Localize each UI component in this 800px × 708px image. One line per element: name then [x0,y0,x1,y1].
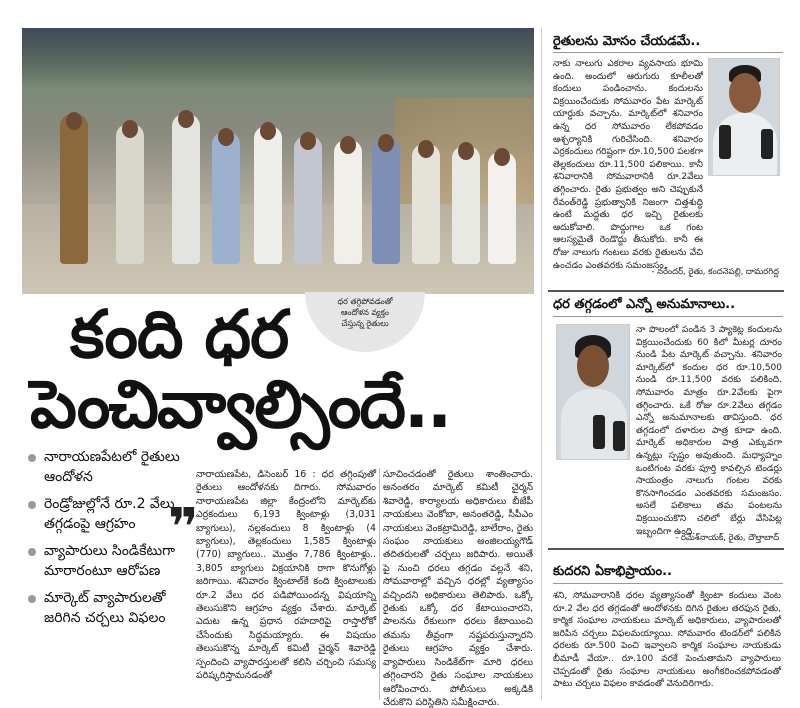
headline-line-1: కంది ధర [70,296,289,373]
microphone-icon [761,129,773,159]
farmer-head [66,112,82,130]
highlight-text: వ్యాపారులు సిండికేటుగా మారారంటూ ఆరోపణ [44,543,176,579]
farmer-head [300,132,316,150]
box2-portrait [556,324,630,460]
bullet-icon [28,595,36,603]
farmer-figure [212,132,240,264]
box1-title-underline [553,52,783,53]
section-divider [548,548,784,550]
headline-line-2: పెంచివ్వాల్సిందే.. [30,366,451,443]
right-column-divider [541,28,542,700]
farmer-figure [294,136,322,264]
highlight-text: మార్కెట్ వ్యాపారులతో జరిగిన చర్చలు విఫలం [44,590,166,626]
highlight-text: రెండ్రోజుల్లోనే రూ.2 వేలు తగ్గడంపై ఆగ్రహం [44,496,175,532]
bullet-icon [28,454,36,462]
highlight-text: నారాయణపేటలో రైతులు ఆందోళన [44,449,180,485]
farmer-figure [254,126,282,264]
article-column-2: సూచించడంతో రైతులు శాంతించారు. అనంతరం మార్కెట్ కమిటీ చైర్మన్ శివారెడ్డి, కార్యాలయ అధికారులు బీజేపీ నాయకులు వెంకోబా, అనంతరెడ్డి, సీపీఎం నాయకులు వెంకట్రామిరెడ్డి, బాలేరాం, రైతు సంఘం నాయకులు అంజిలయ్యగౌడ్ తదితరులతో చర్చలు జరిపారు. అయితే పై నుంచి ధరలు తగ్గడం వల్లనే శని, సోమవారాల్లో వచ్చిన ధరల్లో వ్యత్యాసం వచ్చిందని అధికారులు తెలిపారు. ఒక్కో రైతుకు ఒక్కో ధర కేటాయించారని, పాలనను రేకులుగా ధరలు కేటాయించి తమను తీవ్రంగా నష్టపరుస్తున్నారని రైతులు ఆగ్రహం వ్యక్తం చేశారు. వ్యాపారులు సిండికేట్‌గా మారి ధరలు తగ్గించారని రైతు సంఘాల నాయకులు ఆరోపించారు. పోలీసులు అక్కడికి చేరుకొని పరిస్థితిని సమీక్షించారు. [383,469,533,708]
farmer-head [418,140,434,158]
market-shed-roof [22,28,534,88]
farmer-head [178,110,194,128]
quote-mark-icon: ❞ [168,498,199,558]
farmer-figure [488,152,516,264]
column-divider [379,468,380,700]
box3-title: కుదరని ఏకాభిప్రాయం.. [553,564,672,579]
farmer-figure [452,146,480,264]
box3-text: శని, సోమవారానికి ధరల వ్యత్యాసంతో క్వింటా కందులు వెంట రూ.2 వేల ధర తగ్గడంతో ఆందోళనకు దిగిన రైతుల తరఫున రైతు, కార్మిక సంఘాల నాయకులు మార్కెట్ అధికారులు, వ్యాపారులతో జరిపిన చర్చలు విఫలమయ్యాయి. సోమవారం టెండర్‌లో పలికిన ధరలకు రూ.500 పెంచి ఇవ్వాలని కార్మిక సంఘాల నాయకుడు బీమాడీ వేయా.. రూ.100 వరకే పెంచుతామని వ్యాపారులు చెప్పడంతో రైతు సంఘాల నాయకులు అంగీకరించకపోవడంతో పాటు చర్చలు విఫలం కావడంతో వెనుదిరిగారు. [553,591,781,690]
farmer-figure [116,124,144,264]
box1-byline: - నరేందర్, రైతు, కందనెపల్లి, దామరగిద్ద [651,266,779,276]
portrait-face [577,345,609,387]
article-column-1: నారాయణపేట, డిసెంబర్ 16 : ధర తగ్గింపుతో రైతులు ఆందోళనకు దిగారు. సోమవారం నారాయణపేట జిల్లా కేంద్రంలోని మార్కెట్‌కు ఎర్రకందులు 6,193 క్వింటాళ్లు (3,031 బ్యాగులు), నల్లకందులు 8 క్వింటాళ్లు (4 బ్యాగులు), తెల్లకందులు 1,585 క్వింటాళ్లు (770) బ్యాగులు.. మొత్తం 7,786 క్వింటాళ్లు.. 3,805 బ్యాగులు విక్రయానికి రాగా కొనుగోళ్లు జరిగాయి. శనివారం క్వింటాల్‌కే కంది క్వింటాలుకు రూ.2 వేలు ధర పడిపోయిందన్న విషయాన్ని తెలుసుకొని ఆగ్రహం వ్యక్తం చేశారు. మార్కెట్ ఎదుట ఉన్న ప్రధాన రహదారిపై రాస్తారోకో చేసేందుకు సిద్ధమయ్యారు. ఈ విషయం తెలుసుకొన్న మార్కెట్ కమిటీ చైర్మన్ శివారెడ్డి స్పందించి వ్యాపారస్తులతో కలిసి చర్చించి సమస్య పరిష్కరిస్తామనడంతో [196,469,376,682]
main-photo [22,28,534,294]
microphone-icon [593,415,605,449]
box1-text: నాకు నాలుగు ఎకరాల వ్యవసాయ భూమి ఉంది. అందులో ఆరుగురు కూలీలతో కందులు పండించాను. కందులను విక్రయించేందుకు సోమవారం పేట మార్కెట్ యార్డుకు వచ్చాను. మార్కెట్‌లో శనివారం ఉన్న ధర సోమవారం లేకపోవడం ఆశ్చర్యానికి గురిచేసింది. శనివారం ఎర్రకందులు గరిష్టంగా రూ.10,500 పలకగా తెల్లకందులు రూ.11,500 పలికాయి. కానీ శనివారానికి సోమవారానికి రూ.2వేలు తగ్గించారు. రైతు ప్రభుత్వం అని చెప్పుకునే రేవంత్‌రెడ్డి ప్రభుత్వానికి నిజంగా చిత్తశుద్ధి ఉంటే మద్దతు ధర ఇచ్చి రైతులకు ఆదుకోవాలి. పొద్దుగాల ఒక గంట ఆలస్యమైతే రెండొద్దు తీసుకోరు. కానీ ఈ రోజు నాలుగు గంటలు వరకు రైతులను వేచి ఉంచడం ఎంతవరకు సమంజసం. [553,59,703,271]
box2-title-underline [553,316,783,317]
portrait-face [729,73,761,113]
farmer-figure [372,138,400,264]
farmer-figure [412,144,440,264]
farmer-figure [172,114,200,264]
microphone-icon [719,125,731,159]
box2-title: ధర తగ్గడంలో ఎన్నో అనుమానాలు.. [553,297,736,312]
farmer-head [260,122,276,140]
box3-title-underline [553,583,783,584]
microphone-icon [613,421,625,451]
photo-caption: ధర తగ్గిపోవడంతో ఆందోళన వ్యక్తం చేస్తున్న రైతులు [305,292,425,352]
farmer-head [494,148,510,166]
farmer-head [340,136,356,154]
farmer-head [122,120,138,138]
bullet-icon [28,501,36,509]
farmer-figure [60,114,88,264]
farmer-head [458,142,474,160]
farmer-head [378,134,394,152]
box1-title: రైతులను మోసం చేయడమే.. [553,34,701,49]
bullet-icon [28,548,36,556]
farmer-head [218,128,234,146]
highlight-item [28,588,198,628]
box2-text: నా పొలంలో పండిన 3 ప్యాకెట్ల కందులను విక్రయించేందుకు 60 కిలో మీటర్ల దూరం నుండి పేట మార్కెట్ వచ్చాను. శనివారం మార్కెట్‌లో కందుల ధర రూ.10,500 నుండి రూ.11,500 వరకు పలికింది. సోమవారం మాత్రం రూ.2వేలకు పైగా తగ్గించారు. ఒకే రోజు రూ.2వేలు తగ్గడం ఎన్నో అనుమానాలకు తావిస్తుంది. ధర తగ్గడంలో దళారుల పాత్ర కూడా ఉంది. మార్కెట్ అధికారుల పాత్ర ఎక్కువగా ఉన్నట్లు స్పష్టం అవుతుంది. మధ్యాహ్నం ఒంటిగంట వరకు పూర్తి కావల్సిన టెండర్లు సాయంత్రం నాలుగు గంటల వరకు కొనసాగించడం ఎంతవరకు సమంజసం. అసలే పలికాలు తమ పంటలను విక్రయించుకొని చలిలో బేర్లు వేసిపెట్ల ఇబ్బందిగా ఉంది. [636,325,782,537]
highlight-item [28,447,198,487]
box1-portrait [708,58,780,176]
farmer-figure [334,140,362,264]
box2-byline: - రమేశ్‌నాయక్, రైతు, దౌల్తాబాద్ [675,532,779,542]
section-divider [548,290,784,292]
